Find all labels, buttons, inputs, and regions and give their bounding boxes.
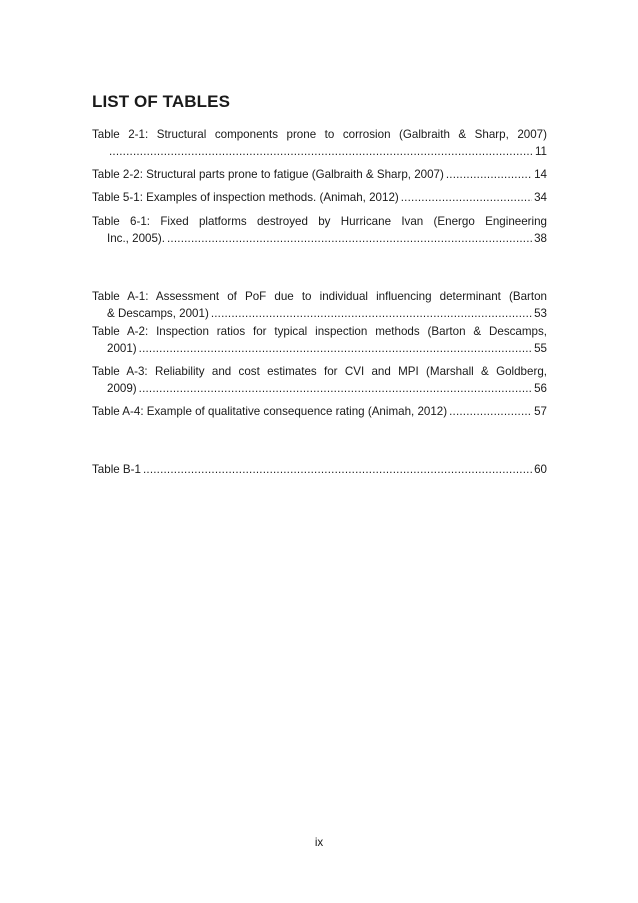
dot-leader (449, 403, 532, 420)
toc-entry-table-5-1[interactable] (92, 189, 547, 206)
toc-entry-leader-line (92, 305, 547, 322)
dot-leader (143, 461, 532, 478)
toc-entry-title: Table A-4: Example of qualitative consequence rating (Animah, 2012) (92, 405, 448, 418)
toc-entry-page-number: 34 (534, 191, 547, 204)
toc-entry-table-2-2[interactable] (92, 166, 547, 183)
dot-leader (401, 189, 532, 206)
toc-entry-title: Table A-2: Inspection ratios for typical inspection methods (Barton & Descamps, (92, 325, 547, 338)
toc-entry-leader-line (92, 166, 547, 183)
toc-entry-leader-line (92, 403, 547, 420)
toc-entry-title-continued: 2009) (107, 382, 137, 395)
dot-leader (139, 380, 532, 397)
toc-entry-leader-line (92, 461, 547, 478)
toc-entry-table-b-1[interactable] (92, 461, 547, 478)
toc-entry-leader-line (92, 380, 547, 397)
page-title: LIST OF TABLES (92, 92, 231, 111)
toc-entry-title: Table A-1: Assessment of PoF due to individual influencing determinant (Barton (92, 290, 547, 303)
toc-entry-title: Table 2-1: Structural components prone to corrosion (Galbraith & Sharp, 2007) (92, 128, 547, 141)
dot-leader (139, 340, 532, 357)
toc-entry-leader-line (92, 230, 547, 247)
toc-entry-page-number: 57 (534, 405, 547, 418)
dot-leader (109, 143, 533, 160)
toc-entry-title: Table 6-1: Fixed platforms destroyed by Hurricane Ivan (Energo Engineering (92, 215, 547, 228)
dot-leader (211, 305, 532, 322)
toc-entry-table-a-1[interactable] (92, 288, 547, 322)
toc-entry-leader-line (92, 340, 547, 357)
toc-entry-title-continued: & Descamps, 2001) (107, 307, 209, 320)
toc-entry-leader-line (92, 189, 547, 206)
toc-entry-table-2-1[interactable] (92, 126, 547, 160)
dot-leader (446, 166, 532, 183)
toc-entry-page-number: 53 (534, 307, 547, 320)
toc-entry-title-continued: 2001) (107, 342, 137, 355)
dot-leader (167, 230, 532, 247)
page-number-footer: ix (314, 836, 324, 849)
toc-entry-title: Table B-1 (92, 463, 141, 476)
toc-entry-page-number: 14 (534, 168, 547, 181)
toc-entry-title: Table 2-2: Structural parts prone to fatigue (Galbraith & Sharp, 2007) (92, 168, 444, 181)
toc-entry-leader-line (92, 143, 547, 160)
toc-entry-table-6-1[interactable] (92, 213, 547, 247)
toc-entry-page-number: 11 (534, 145, 547, 158)
toc-entry-title: Table A-3: Reliability and cost estimates for CVI and MPI (Marshall & Goldberg, (92, 365, 547, 378)
toc-entry-table-a-2[interactable] (92, 323, 547, 357)
toc-entry-page-number: 55 (534, 342, 547, 355)
toc-entry-title: Table 5-1: Examples of inspection methods. (Animah, 2012) (92, 191, 399, 204)
toc-entry-page-number: 38 (534, 232, 547, 245)
toc-entry-title-continued: Inc., 2005). (107, 232, 166, 245)
toc-entry-page-number: 60 (534, 463, 547, 476)
toc-entry-table-a-3[interactable] (92, 363, 547, 397)
toc-entry-table-a-4[interactable] (92, 403, 547, 420)
toc-entry-page-number: 56 (534, 382, 547, 395)
